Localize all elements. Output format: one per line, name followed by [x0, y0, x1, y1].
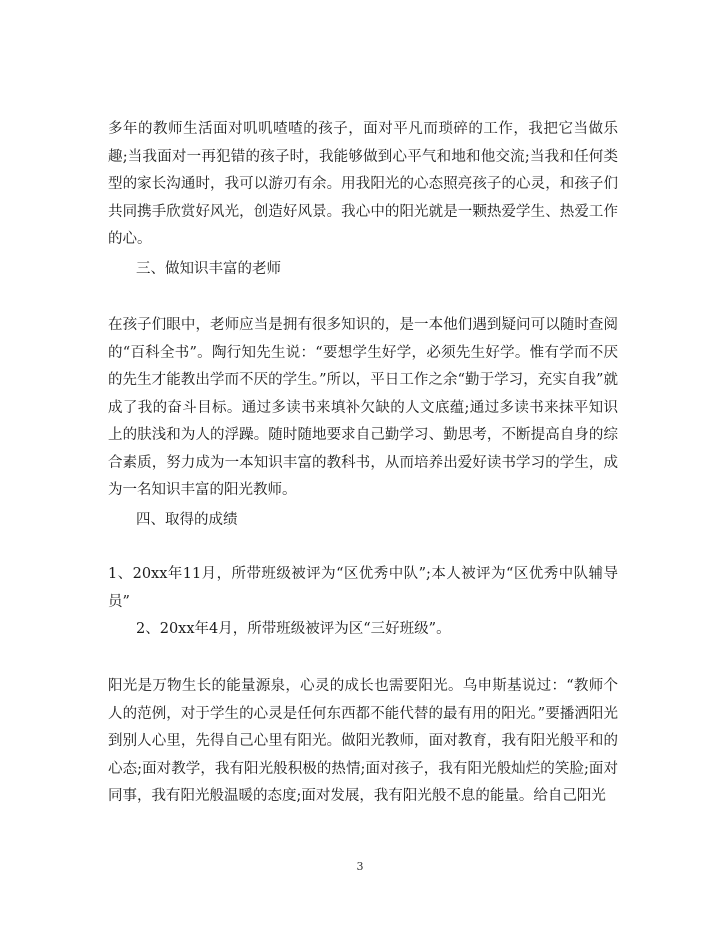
paragraph-knowledge: 在孩子们眼中，老师应当是拥有很多知识的，是一本他们遇到疑问可以随时查阅的“百科全书”。陶行知先生说：“要想学生好学，必须先生好学。惟有学而不厌的先生才能教出学而不厌的学生。”所以，平日工作之余“勤于学习，充实自我”就成了我的奋斗目标。通过多读书来填补欠缺的人文底蕴;通过多读书来抹平知识上的肤浅和为人的浮躁。随时随地要求自己勤学习、勤思考，不断提高自身的综合素质，努力成为一本知识丰富的教科书，从而培养出爱好读书学习的学生，成为一名知识丰富的阳光教师。 [108, 317, 618, 498]
heading-section-four: 四、取得的成绩 [136, 512, 238, 528]
achievement-item-2: 2、20xx年4月，所带班级被评为区“三好班级”。 [136, 621, 451, 637]
heading-section-three: 三、做知识丰富的老师 [136, 261, 281, 277]
achievement-item-1: 1、20xx年11月，所带班级被评为“区优秀中队”;本人被评为“区优秀中队辅导员” [108, 566, 618, 610]
paragraph-sunshine: 阳光是万物生长的能量源泉，心灵的成长也需要阳光。乌申斯基说过：“教师个人的范例，对于学生的心灵是任何东西都不能代替的最有用的阳光。”要播洒阳光到别人心里，先得自己心里有阳光。做阳光教师，面对教育，我有阳光般平和的心态;面对教学，我有阳光般积极的热情;面对孩子，我有阳光般灿烂的笑脸;面对同事，我有阳光般温暖的态度;面对发展，我有阳光般不息的能量。给自己阳光 [108, 678, 618, 804]
paragraph-teacher-life: 多年的教师生活面对叽叽喳喳的孩子，面对平凡而琐碎的工作，我把它当做乐趣;当我面对一再犯错的孩子时，我能够做到心平气和地和他交流;当我和任何类型的家长沟通时，我可以游刃有余。用我阳光的心态照亮孩子的心灵，和孩子们共同携手欣赏好风光，创造好风景。我心中的阳光就是一颗热爱学生、热爱工作的心。 [108, 121, 618, 247]
page-number: 3 [356, 860, 364, 873]
